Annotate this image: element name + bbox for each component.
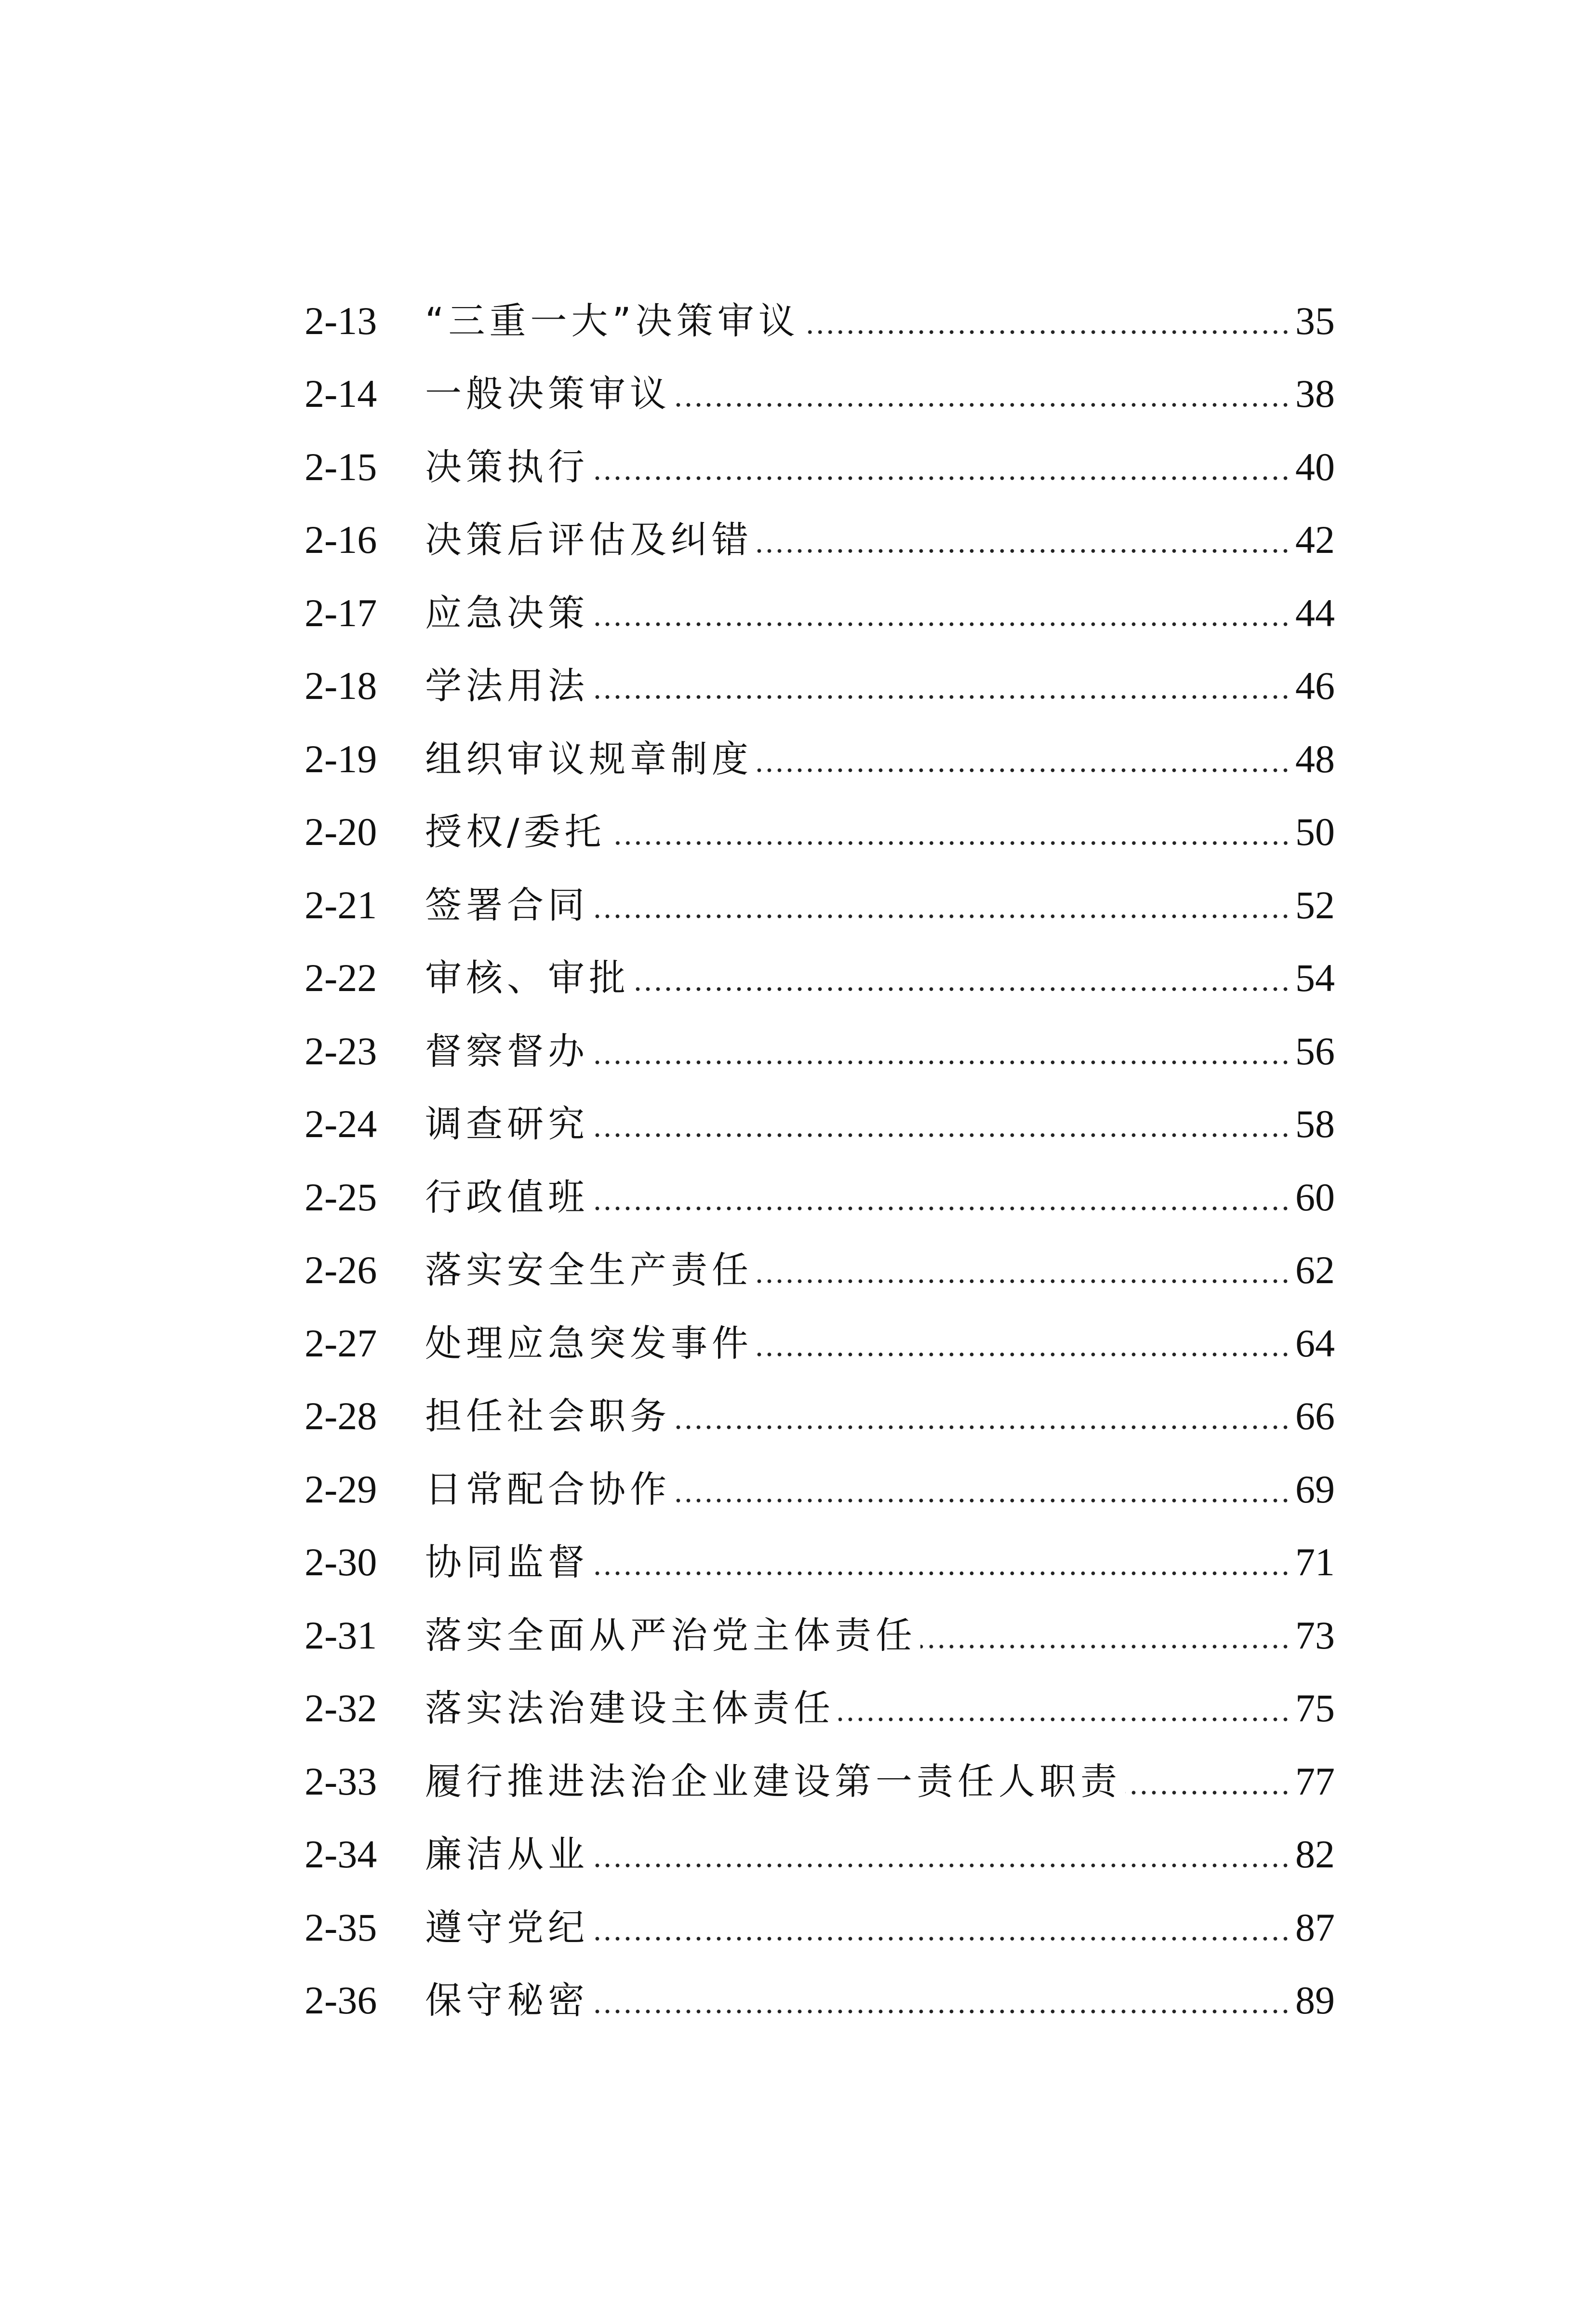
toc-entry-title: 督察督办: [425, 1029, 589, 1073]
dot-leader: [675, 1425, 1290, 1430]
toc-entry-page: 54: [1295, 956, 1335, 1000]
dot-leader: [593, 1936, 1290, 1941]
toc-entry-2-19[interactable]: [305, 723, 1335, 796]
toc-entry-2-34[interactable]: [305, 1818, 1335, 1891]
toc-entry-2-29[interactable]: [305, 1453, 1335, 1526]
dot-leader: [803, 330, 1290, 335]
toc-entry-number: 2-24: [305, 1102, 377, 1146]
toc-entry-page: 42: [1295, 518, 1335, 562]
toc-entry-title: 处理应急突发事件: [425, 1321, 753, 1365]
toc-entry-number: 2-32: [305, 1686, 377, 1730]
toc-entry-2-22[interactable]: [305, 942, 1335, 1015]
toc-entry-number: 2-16: [305, 518, 377, 562]
toc-entry-number: 2-34: [305, 1832, 377, 1877]
toc-entry-page: 77: [1295, 1759, 1335, 1803]
toc-entry-2-33[interactable]: [305, 1745, 1335, 1818]
dot-leader: [593, 695, 1290, 699]
toc-entry-title: 落实全面从严治党主体责任: [425, 1613, 917, 1657]
toc-entry-number: 2-15: [305, 444, 377, 489]
toc-entry-title: “三重一大”决策审议: [425, 299, 799, 342]
toc-entry-number: 2-20: [305, 810, 377, 854]
dot-leader: [593, 914, 1290, 919]
toc-entry-page: 62: [1295, 1248, 1335, 1292]
dot-leader: [634, 987, 1290, 992]
toc-entry-page: 40: [1295, 444, 1335, 489]
dot-leader: [593, 1571, 1290, 1576]
toc-entry-2-31[interactable]: [305, 1599, 1335, 1672]
toc-entry-page: 60: [1295, 1175, 1335, 1219]
toc-entry-number: 2-14: [305, 372, 377, 416]
toc-entry-2-21[interactable]: [305, 869, 1335, 942]
toc-entry-2-24[interactable]: [305, 1088, 1335, 1161]
dot-leader: [610, 841, 1290, 845]
toc-entry-number: 2-21: [305, 883, 377, 927]
toc-entry-title: 决策执行: [425, 445, 589, 488]
toc-entry-number: 2-30: [305, 1540, 377, 1584]
dot-leader: [593, 1133, 1290, 1138]
toc-entry-title: 落实法治建设主体责任: [425, 1687, 835, 1730]
toc-entry-page: 35: [1295, 298, 1335, 343]
toc-entry-page: 66: [1295, 1394, 1335, 1438]
table-of-contents: [305, 284, 1335, 2037]
toc-entry-number: 2-29: [305, 1467, 377, 1511]
toc-entry-page: 64: [1295, 1321, 1335, 1365]
toc-entry-title: 一般决策审议: [425, 372, 671, 416]
toc-entry-title: 应急决策: [425, 591, 589, 634]
toc-entry-number: 2-35: [305, 1905, 377, 1949]
toc-entry-2-20[interactable]: [305, 796, 1335, 869]
toc-entry-page: 50: [1295, 810, 1335, 854]
toc-entry-number: 2-23: [305, 1029, 377, 1073]
toc-entry-page: 73: [1295, 1613, 1335, 1657]
toc-entry-title: 履行推进法治企业建设第一责任人职责: [425, 1759, 1121, 1803]
toc-entry-number: 2-31: [305, 1613, 377, 1657]
toc-entry-number: 2-33: [305, 1759, 377, 1803]
dot-leader: [593, 476, 1290, 481]
dot-leader: [757, 1352, 1290, 1357]
toc-entry-title: 行政值班: [425, 1175, 589, 1219]
toc-entry-title: 授权/委托: [425, 810, 606, 854]
toc-entry-2-25[interactable]: [305, 1161, 1335, 1234]
dot-leader: [675, 1498, 1290, 1503]
toc-entry-title: 调查研究: [425, 1102, 589, 1146]
toc-entry-page: 82: [1295, 1832, 1335, 1877]
toc-entry-2-17[interactable]: [305, 576, 1335, 650]
dot-leader: [920, 1644, 1290, 1649]
toc-entry-title: 组织审议规章制度: [425, 737, 753, 780]
dot-leader: [593, 2009, 1290, 2014]
toc-entry-title: 廉洁从业: [425, 1833, 589, 1876]
toc-entry-title: 日常配合协作: [425, 1467, 671, 1511]
toc-entry-number: 2-18: [305, 664, 377, 708]
toc-entry-page: 87: [1295, 1905, 1335, 1949]
dot-leader: [1125, 1790, 1290, 1795]
toc-entry-number: 2-17: [305, 590, 377, 635]
toc-entry-2-15[interactable]: [305, 430, 1335, 504]
toc-entry-title: 保守秘密: [425, 1979, 589, 2022]
toc-entry-title: 签署合同: [425, 883, 589, 926]
toc-entry-title: 落实安全生产责任: [425, 1248, 753, 1292]
toc-entry-2-18[interactable]: [305, 650, 1335, 723]
toc-entry-page: 58: [1295, 1102, 1335, 1146]
dot-leader: [757, 768, 1290, 773]
toc-entry-page: 75: [1295, 1686, 1335, 1730]
toc-entry-2-32[interactable]: [305, 1672, 1335, 1745]
toc-entry-page: 52: [1295, 883, 1335, 927]
dot-leader: [593, 1060, 1290, 1065]
toc-entry-page: 48: [1295, 737, 1335, 781]
toc-entry-number: 2-36: [305, 1978, 377, 2023]
toc-entry-title: 遵守党纪: [425, 1905, 589, 1949]
dot-leader: [757, 1279, 1290, 1284]
toc-entry-2-28[interactable]: [305, 1380, 1335, 1453]
dot-leader: [757, 549, 1290, 553]
toc-entry-page: 46: [1295, 664, 1335, 708]
toc-entry-title: 协同监督: [425, 1541, 589, 1584]
toc-entry-title: 学法用法: [425, 664, 589, 708]
dot-leader: [675, 402, 1290, 407]
dot-leader: [838, 1717, 1290, 1722]
dot-leader: [593, 622, 1290, 627]
toc-entry-2-35[interactable]: [305, 1891, 1335, 1964]
toc-entry-page: 69: [1295, 1467, 1335, 1511]
toc-entry-title: 审核、审批: [425, 956, 630, 1000]
toc-entry-title: 决策后评估及纠错: [425, 518, 753, 562]
toc-entry-page: 71: [1295, 1540, 1335, 1584]
toc-entry-number: 2-19: [305, 737, 377, 781]
toc-entry-page: 56: [1295, 1029, 1335, 1073]
toc-entry-number: 2-13: [305, 298, 377, 343]
toc-entry-2-27[interactable]: [305, 1307, 1335, 1380]
toc-entry-2-14[interactable]: [305, 358, 1335, 431]
toc-entry-page: 89: [1295, 1978, 1335, 2023]
toc-entry-number: 2-22: [305, 956, 377, 1000]
toc-entry-page: 38: [1295, 372, 1335, 416]
toc-entry-number: 2-26: [305, 1248, 377, 1292]
toc-entry-title: 担任社会职务: [425, 1394, 671, 1438]
toc-entry-2-36[interactable]: [305, 1964, 1335, 2038]
dot-leader: [593, 1206, 1290, 1211]
toc-entry-2-26[interactable]: [305, 1234, 1335, 1307]
toc-entry-2-16[interactable]: [305, 504, 1335, 577]
toc-entry-number: 2-28: [305, 1394, 377, 1438]
dot-leader: [593, 1863, 1290, 1868]
toc-entry-2-30[interactable]: [305, 1526, 1335, 1599]
toc-entry-2-13[interactable]: [305, 284, 1335, 358]
toc-entry-2-23[interactable]: [305, 1015, 1335, 1088]
toc-entry-page: 44: [1295, 590, 1335, 635]
toc-entry-number: 2-25: [305, 1175, 377, 1219]
toc-entry-number: 2-27: [305, 1321, 377, 1365]
